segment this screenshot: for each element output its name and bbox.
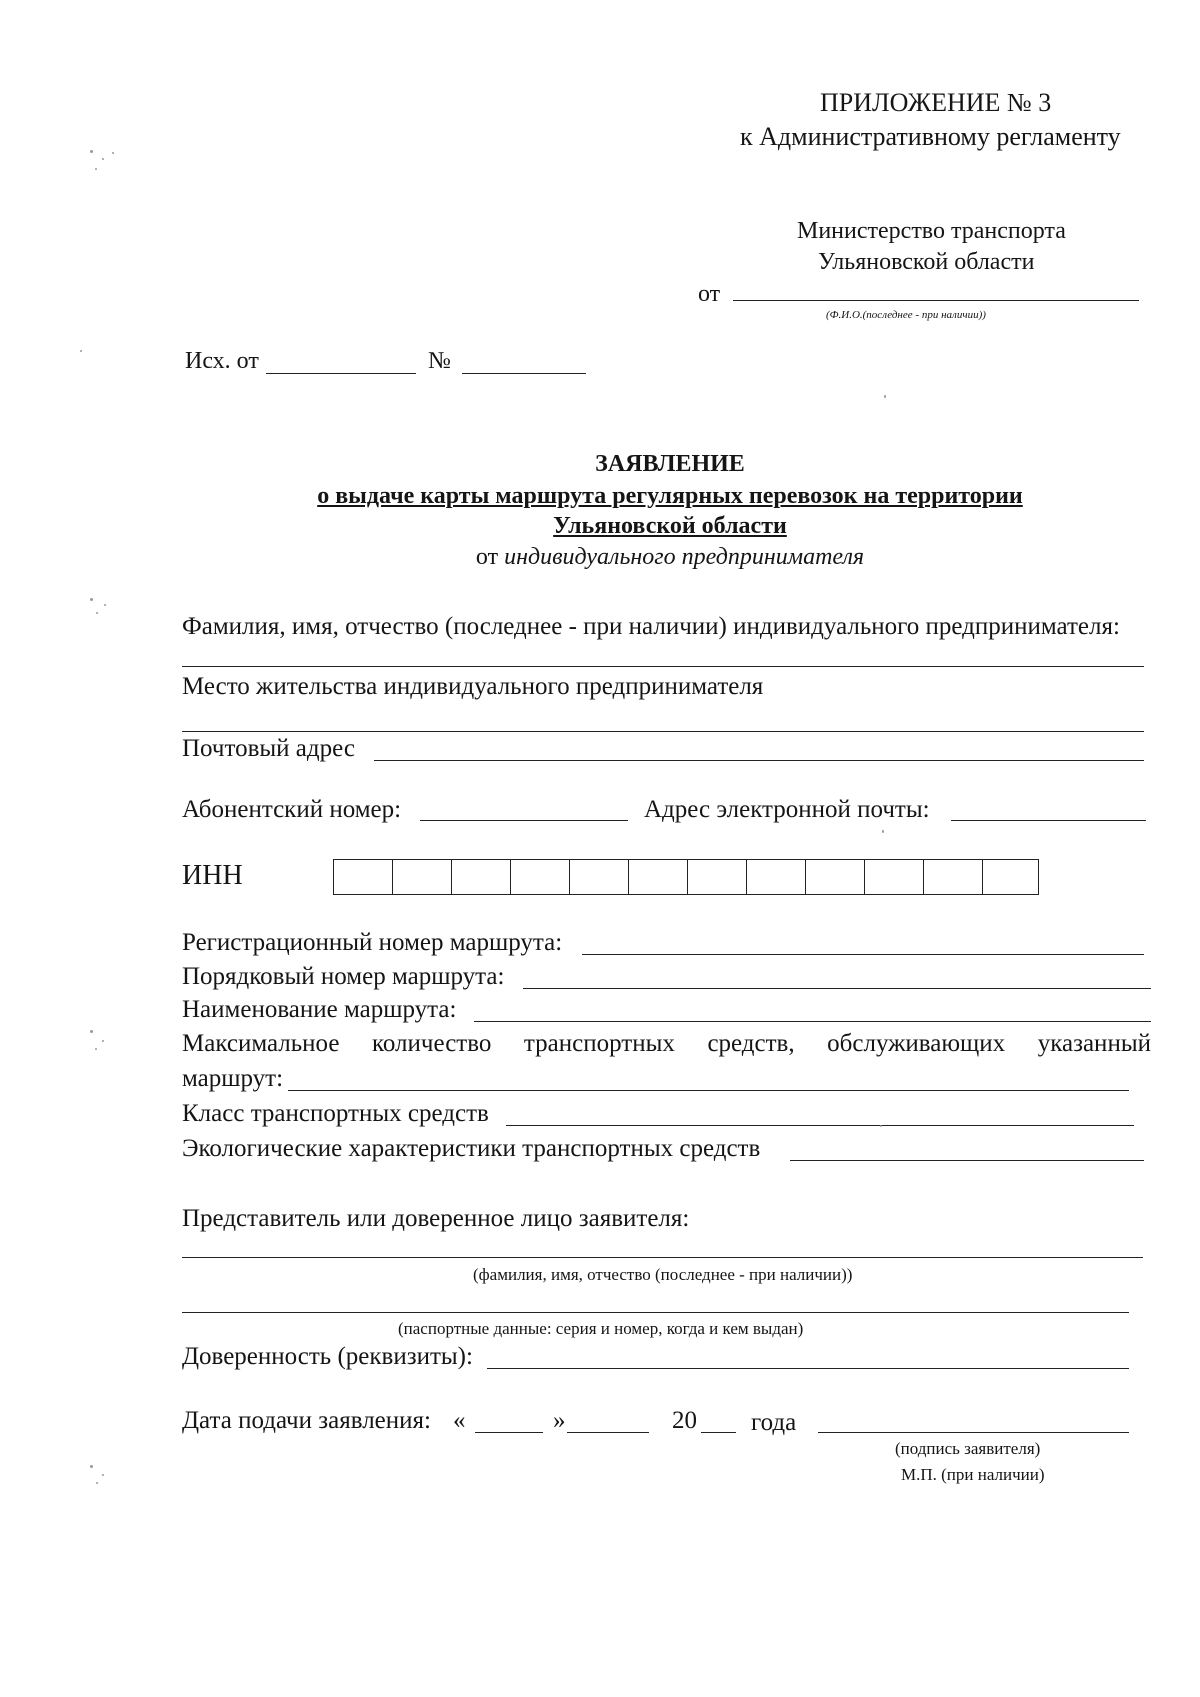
- reg-number-label: Регистрационный номер маршрута:: [182, 929, 563, 956]
- outgoing-date-line[interactable]: [266, 373, 416, 374]
- scan-speck: [104, 604, 106, 606]
- inn-cell[interactable]: [688, 860, 747, 894]
- date-month-line[interactable]: [567, 1432, 649, 1433]
- inn-cell[interactable]: [629, 860, 688, 894]
- from-prefix: от: [475, 544, 499, 570]
- representative-label: Представитель или доверенное лицо заявителя:: [182, 1205, 690, 1232]
- inn-cell[interactable]: [924, 860, 983, 894]
- representative-name-line[interactable]: [182, 1257, 1143, 1258]
- reglament-ref: к Административному регламенту: [740, 122, 1121, 151]
- inn-cell[interactable]: [334, 860, 393, 894]
- scan-speck: [95, 1048, 97, 1050]
- signature-line[interactable]: [818, 1432, 1129, 1433]
- route-name-line[interactable]: [474, 1021, 1151, 1022]
- vehicle-class-label: Класс транспортных средств: [182, 1100, 489, 1127]
- addressee-ministry: Министерство транспорта: [797, 218, 1066, 244]
- fio-label: Фамилия, имя, отчество (последнее - при наличии) индивидуального предпринимателя:: [182, 613, 1120, 640]
- inn-grid[interactable]: [333, 859, 1039, 895]
- scan-speck: [80, 350, 82, 352]
- power-of-attorney-label: Доверенность (реквизиты):: [182, 1343, 473, 1370]
- from-fio-line[interactable]: [733, 300, 1139, 301]
- max-vehicles-label: Максимальное количество транспортных средств, обслуживающих указанный: [182, 1030, 1151, 1057]
- inn-cell[interactable]: [747, 860, 806, 894]
- document-subtitle-2: Ульяновской области: [553, 513, 787, 539]
- seq-number-label: Порядковый номер маршрута:: [182, 963, 505, 990]
- inn-label: ИНН: [182, 860, 243, 891]
- year-word: года: [751, 1409, 797, 1436]
- quote-open: «: [453, 1407, 466, 1434]
- signature-hint: (подпись заявителя): [895, 1439, 1041, 1458]
- scan-speck: [882, 830, 884, 833]
- representative-passport-line[interactable]: [182, 1312, 1129, 1313]
- postal-label: Почтовый адрес: [182, 735, 355, 762]
- reg-number-line[interactable]: [582, 954, 1144, 955]
- inn-cell[interactable]: [865, 860, 924, 894]
- representative-name-hint: (фамилия, имя, отчество (последнее - при наличии)): [473, 1265, 853, 1284]
- inn-cell[interactable]: [806, 860, 865, 894]
- inn-cell[interactable]: [511, 860, 570, 894]
- phone-line[interactable]: [420, 820, 628, 821]
- scan-speck: [90, 598, 93, 601]
- route-name-label: Наименование маршрута:: [182, 996, 457, 1023]
- outgoing-number-label: №: [428, 348, 451, 374]
- inn-cell[interactable]: [570, 860, 629, 894]
- scan-speck: [102, 158, 104, 160]
- phone-label: Абонентский номер:: [182, 796, 402, 823]
- scan-speck: [112, 152, 114, 154]
- date-day-line[interactable]: [475, 1432, 543, 1433]
- quote-close: »: [553, 1407, 566, 1434]
- date-year-line[interactable]: [701, 1432, 736, 1433]
- max-vehicles-label-2: маршрут:: [182, 1065, 284, 1092]
- inn-cell[interactable]: [452, 860, 511, 894]
- scan-speck: [90, 1030, 93, 1033]
- document-heading: ЗАЯВЛЕНИЕ: [595, 451, 745, 477]
- year-prefix: 20: [672, 1407, 697, 1434]
- scan-speck: [884, 395, 886, 398]
- scan-speck: [96, 1482, 98, 1484]
- scan-speck: [96, 612, 98, 614]
- scan-speck: [102, 1040, 104, 1042]
- scan-speck: [90, 1465, 93, 1468]
- scan-speck: [880, 1125, 882, 1127]
- document-subtitle-1: о выдаче карты маршрута регулярных перевозок на территории: [317, 483, 1023, 509]
- stamp-note: М.П. (при наличии): [901, 1465, 1045, 1484]
- email-line[interactable]: [951, 820, 1146, 821]
- residence-label: Место жительства индивидуального предпринимателя: [182, 673, 764, 700]
- from-fio-hint: (Ф.И.О.(последнее - при наличии)): [826, 309, 986, 321]
- date-label: Дата подачи заявления:: [182, 1407, 431, 1434]
- email-label: Адрес электронной почты:: [644, 796, 930, 823]
- scan-speck: [95, 168, 97, 170]
- seq-number-line[interactable]: [523, 988, 1151, 989]
- eco-line[interactable]: [790, 1160, 1144, 1161]
- power-of-attorney-line[interactable]: [487, 1368, 1129, 1369]
- from-italic: индивидуального предпринимателя: [504, 544, 865, 570]
- eco-label: Экологические характеристики транспортных средств: [182, 1135, 761, 1162]
- inn-cell[interactable]: [393, 860, 452, 894]
- outgoing-date-label: Исх. от: [185, 348, 259, 374]
- addressee-region: Ульяновской области: [818, 249, 1035, 275]
- scan-speck: [102, 1474, 104, 1476]
- max-vehicles-line[interactable]: [288, 1090, 1129, 1091]
- vehicle-class-line[interactable]: [506, 1125, 1134, 1126]
- outgoing-number-line[interactable]: [462, 373, 586, 374]
- postal-line[interactable]: [374, 760, 1144, 761]
- residence-line[interactable]: [182, 731, 1144, 732]
- from-label: от: [698, 281, 721, 307]
- representative-passport-hint: (паспортные данные: серия и номер, когда и кем выдан): [398, 1319, 804, 1338]
- appendix-title: ПРИЛОЖЕНИЕ № 3: [820, 88, 1052, 117]
- inn-cell[interactable]: [983, 860, 1038, 894]
- document-from-line: [0, 543, 1200, 571]
- scan-speck: [90, 150, 93, 153]
- fio-line[interactable]: [182, 666, 1144, 667]
